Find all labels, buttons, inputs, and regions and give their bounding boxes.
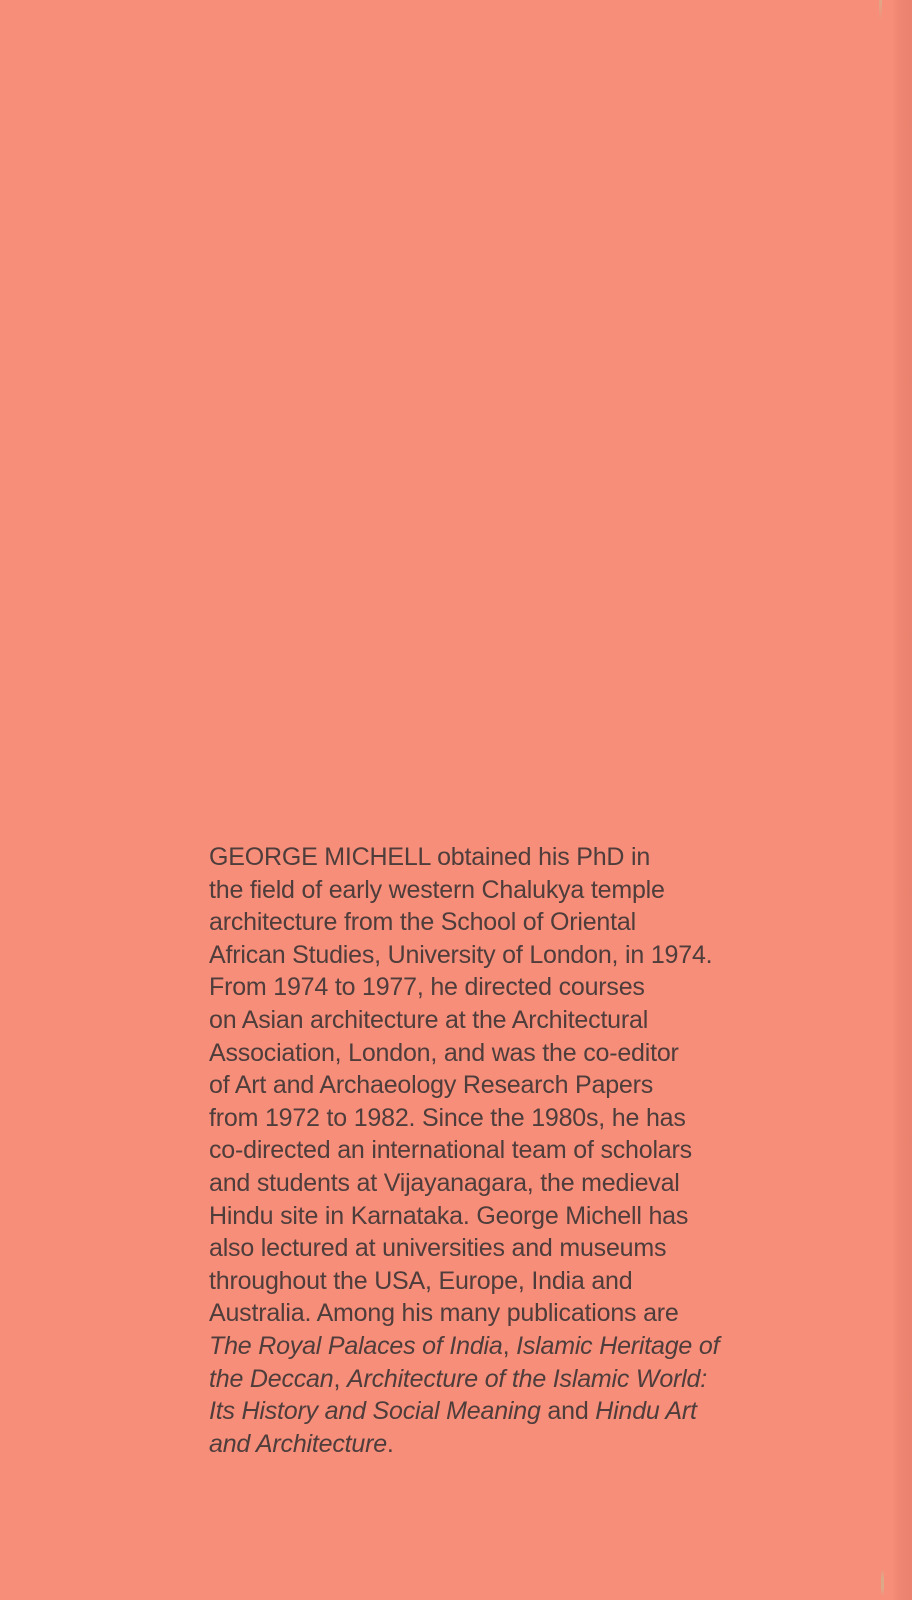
bio-text [209,841,719,1460]
bio-line [209,1330,719,1363]
book-title-text: the Deccan [209,1364,334,1393]
book-title-text: Its History and Social Meaning [209,1397,541,1426]
bio-line [209,874,719,907]
bio-line [209,1069,719,1102]
bio-line [209,1265,719,1298]
bio-line [209,1167,719,1200]
bio-segment: Australia. Among his many publications are [209,1299,679,1328]
bio-segment: architecture from the School of Oriental [209,908,636,937]
bio-line [209,1004,719,1037]
bio-line [209,1134,719,1167]
book-title-text: Islamic Heritage of [516,1331,720,1360]
bio-segment: , [333,1364,347,1393]
bio-line [209,971,719,1004]
bio-segment: of Art and Archaeology Research Papers [209,1071,654,1100]
bio-segment: African Studies, University of London, in 1974. [209,940,713,969]
bio-segment: co-directed an international team of scholars [209,1136,692,1165]
page-edge-shadow [892,0,912,1600]
bio-segment: GEORGE MICHELL obtained his PhD in [209,843,651,871]
bio-line [209,1297,719,1330]
bio-segment: From 1974 to 1977, he directed courses [209,973,645,1002]
bio-segment: from 1972 to 1982. Since the 1980s, he has [209,1103,686,1132]
bio-line [209,1363,719,1396]
bio-line [209,1395,719,1428]
bio-segment: the field of early western Chalukya temple [209,875,665,904]
bio-line [209,939,719,972]
bio-line [209,1232,719,1265]
bio-line [209,906,719,939]
bio-line [209,1037,719,1070]
book-title-text: Hindu Art [595,1397,697,1426]
bio-segment: throughout the USA, Europe, India and [209,1266,633,1295]
bio-segment: and students at Vijayanagara, the medieval [209,1168,680,1197]
bio-segment: . [386,1429,394,1458]
bio-segment: , [502,1331,517,1360]
book-title-text: Architecture of the Islamic World: [346,1364,707,1393]
bio-line [209,841,719,874]
scratch-mark-top [879,0,882,20]
bio-segment: also lectured at universities and museums [209,1234,667,1263]
book-title-text: The Royal Palaces of India [209,1331,503,1360]
bio-line [209,1102,719,1135]
bio-segment: on Asian architecture at the Architectural [209,1005,649,1034]
bio-line [209,1200,719,1233]
bio-segment: and [540,1397,596,1426]
scratch-mark-bottom [881,1569,884,1596]
bio-line [209,1428,719,1461]
bio-segment: Hindu site in Karnataka. George Michell has [209,1201,689,1230]
book-title-text: and Architecture [209,1429,387,1458]
bio-segment: Association, London, and was the co-editor [209,1038,679,1067]
